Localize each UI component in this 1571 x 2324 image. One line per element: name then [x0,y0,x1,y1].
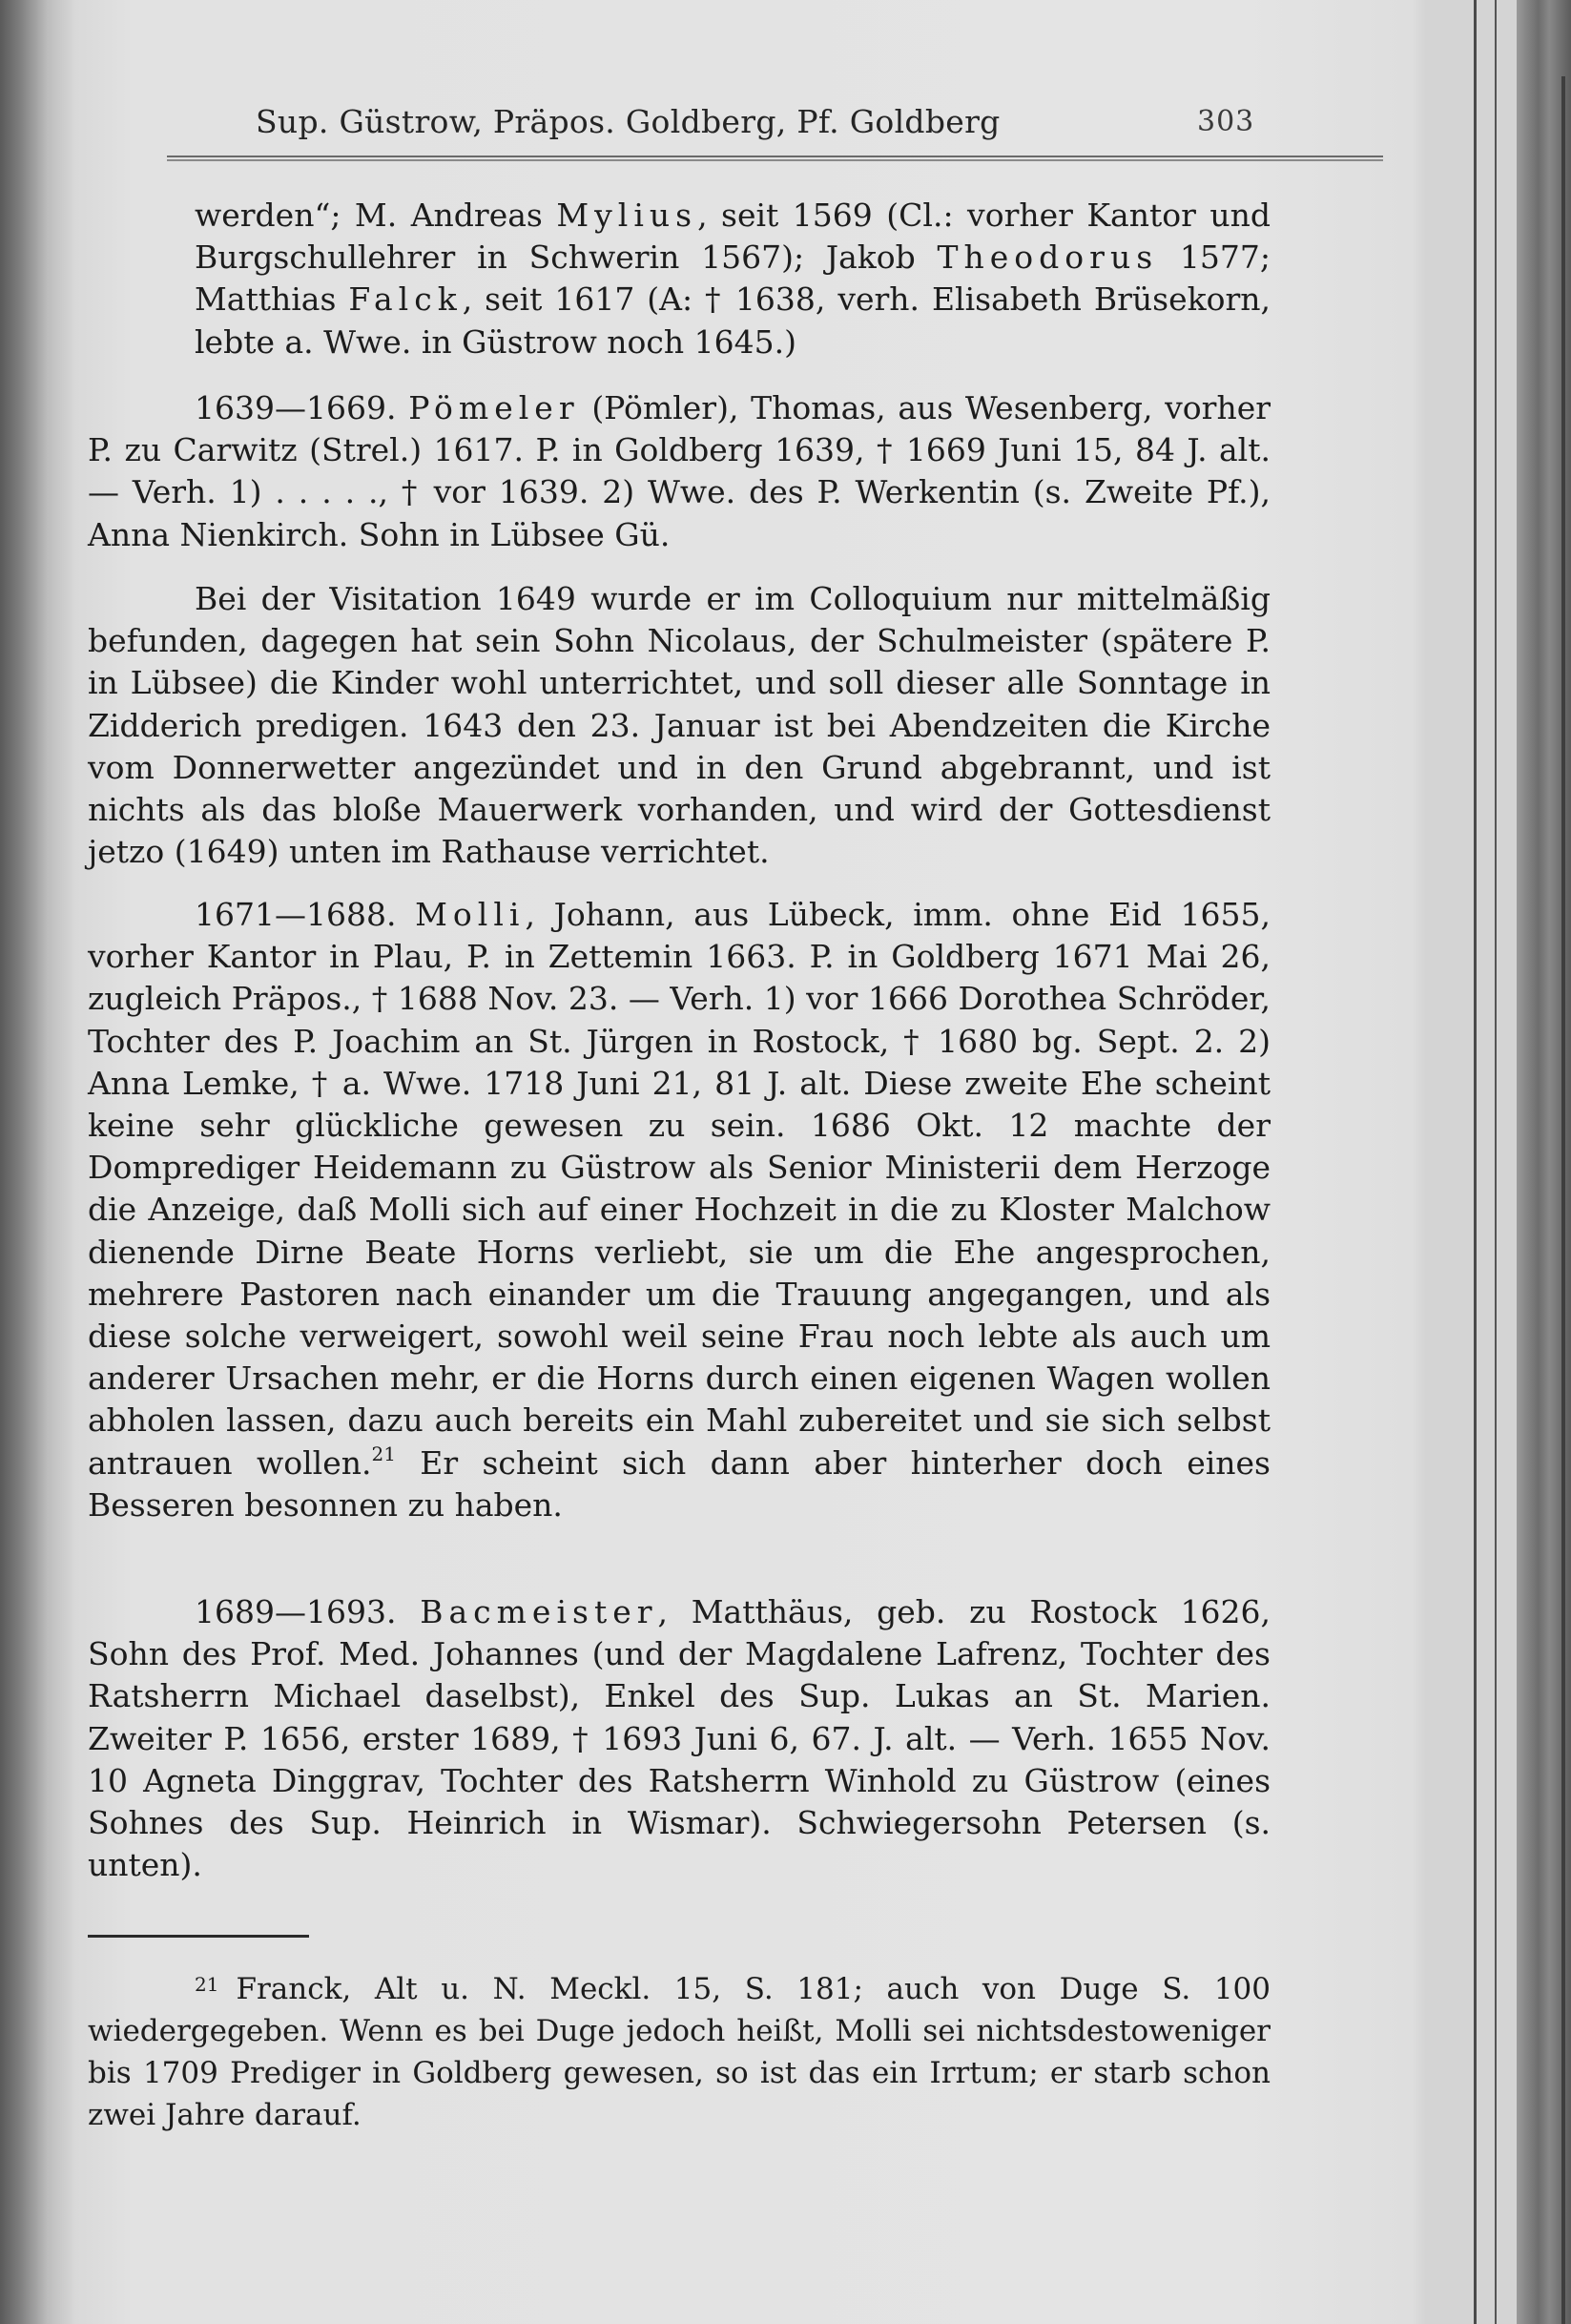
page-number: 303 [1197,105,1255,138]
footnote-number: 21 [195,1973,219,1996]
entry-bacmeister [88,1591,1271,1886]
header-rule [86,156,1383,161]
entry-pomeler [88,387,1271,556]
entry-surname: Bacmeister [420,1593,658,1630]
footnote-separator [88,1935,309,1938]
entry-years: 1671—1688. [195,896,397,933]
continuation-paragraph: werden“; M. Andreas Mylius, seit 1569 (Cl.: vorher Kantor und Burgschullehrer in Schwerin 1567); Jakob Theodorus 1577; Matthias Falck, seit 1617 (A: † 1638, verh. Elisabeth Brüsekorn, lebte a. Wwe. in Güstrow noch 1645.) [195,197,1271,361]
entry-years: 1639—1669. [195,389,397,426]
entry-surname: Molli [415,896,526,933]
entry-surname: Pömeler [408,389,580,426]
footnote-text: Franck, Alt u. N. Meckl. 15, S. 181; auch von Duge S. 100 wiedergegeben. Wenn es bei Duge jedoch heißt, Molli sei nichtsdestoweniger bis 1709 Prediger in Goldberg gewesen, so ist das ein Irrtum; er starb schon zwei Jahre darauf. [88,1972,1271,2132]
entry-years: 1689—1693. [195,1593,397,1630]
entry-text: (Pömler), Thomas, aus Wesenberg, vorher P. zu Carwitz (Strel.) 1617. P. in Goldberg 1639, † 1669 Juni 15, 84 J. alt. — Verh. 1) . . . . ., † vor 1639. 2) Wwe. des P. Werkentin (s. Zweite Pf.), Anna Nienkirch. Sohn in Lübsee Gü. [88,389,1271,553]
page-edge-line [1474,0,1477,2324]
footnote-21 [88,1963,1271,2136]
person-name: Theodorus [937,239,1159,277]
person-name: Mylius [556,197,698,234]
entry-molli: 1671—1688. Molli, Johann, aus Lübeck, imm. ohne Eid 1655, vorher Kantor in Plau, P. in Zettemin 1663. P. in Goldberg 1671 Mai 26, zugleich Präpos., † 1688 Nov. 23. — Verh. 1) vor 1666 Dorothea Schröder, Tochter des P. Joachim an St. Jürgen in Rostock, † 1680 bg. Sept. 2. 2) Anna Lemke, † a. Wwe. 1718 Juni 21, 81 J. alt. Diese zweite Ehe scheint keine sehr glückliche gewesen zu sein. 1686 Okt. 12 machte der Domprediger Heidemann zu Güstrow als Senior Ministerii dem Herzoge die Anzeige, daß Molli sich auf einer Hochzeit in die zu Kloster Malchow dienende Dirne Beate Horns verliebt, sie um die Ehe angesprochen, mehrere Pastoren nach einander um die Trauung angegangen, und als diese solche verweigert, sowohl weil seine Frau noch lebte als auch um anderer Ursachen mehr, er die Horns durch einen eigenen Wagen wollen abholen lassen, dazu auch bereits ein Mahl zubereitet und sie sich selbst antrauen wollen.$^{21}$ Er scheint sich dann aber hinterher doch eines Besseren besonnen zu haben. [88,896,1271,1524]
page-edge-line [1495,0,1497,2324]
entry-text: , Johann, aus Lübeck, imm. ohne Eid 1655, vorher Kantor in Plau, P. in Zettemin 1663. P. in Goldberg 1671 Mai 26, zugleich Präpos., † 1688 Nov. 23. — Verh. 1) vor 1666 Dorothea Schröder, Tochter des P. Joachim an St. Jürgen in Rostock, † 1680 bg. Sept. 2. 2) Anna Lemke, † a. Wwe. 1718 Juni 21, 81 J. alt. Diese zweite Ehe scheint keine sehr glückliche gewesen zu sein. 1686 Okt. 12 machte der Domprediger Heidemann zu Güstrow als Senior Ministerii dem Herzoge die Anzeige, daß Molli sich auf einer Hochzeit in die zu Kloster Malchow dienende Dirne Beate Horns verliebt, sie um die Ehe angesprochen, mehrere Pastoren nach einander um die Trauung angegangen, und als diese solche verweigert, sowohl weil seine Frau noch lebte als auch um anderer Ursachen mehr, er die Horns durch einen eigenen Wagen wollen abholen lassen, dazu auch bereits ein Mahl zubereitet und sie sich selbst antrauen wollen. [88,896,1271,1482]
running-header: Sup. Güstrow, Präpos. Goldberg, Pf. Goldberg [256,103,1001,140]
visitation-paragraph: Bei der Visitation 1649 wurde er im Colloquium nur mittelmäßig befunden, dagegen hat sein Sohn Nicolaus, der Schulmeister (spätere P. in Lübsee) die Kinder wohl unterrichtet, und soll dieser alle Sonntage in Zidderich predigen. 1643 den 23. Januar ist bei Abendzeiten die Kirche vom Donnerwetter angezündet und in den Grund abgebrannt, und ist nichts als das bloße Mauerwerk vorhanden, und wird der Gottesdienst jetzo (1649) unten im Rathause verrichtet. [88,580,1271,871]
person-name: Falck [348,280,463,319]
footnote-reference[interactable]: 21 [371,1442,396,1465]
book-spine-edge [1561,76,1565,2324]
entry-text: , Matthäus, geb. zu Rostock 1626, Sohn des Prof. Med. Johannes (und der Magdalene Lafrenz, Tochter des Ratsherrn Michael daselbst), Enkel des Sup. Lukas an St. Marien. Zweiter P. 1656, erster 1689, † 1693 Juni 6, 67. J. alt. — Verh. 1655 Nov. 10 Agneta Dinggrav, Tochter des Ratsherrn Winhold zu Güstrow (eines Sohnes des Sup. Heinrich in Wismar). Schwiegersohn Petersen (s. unten). [88,1593,1271,1884]
